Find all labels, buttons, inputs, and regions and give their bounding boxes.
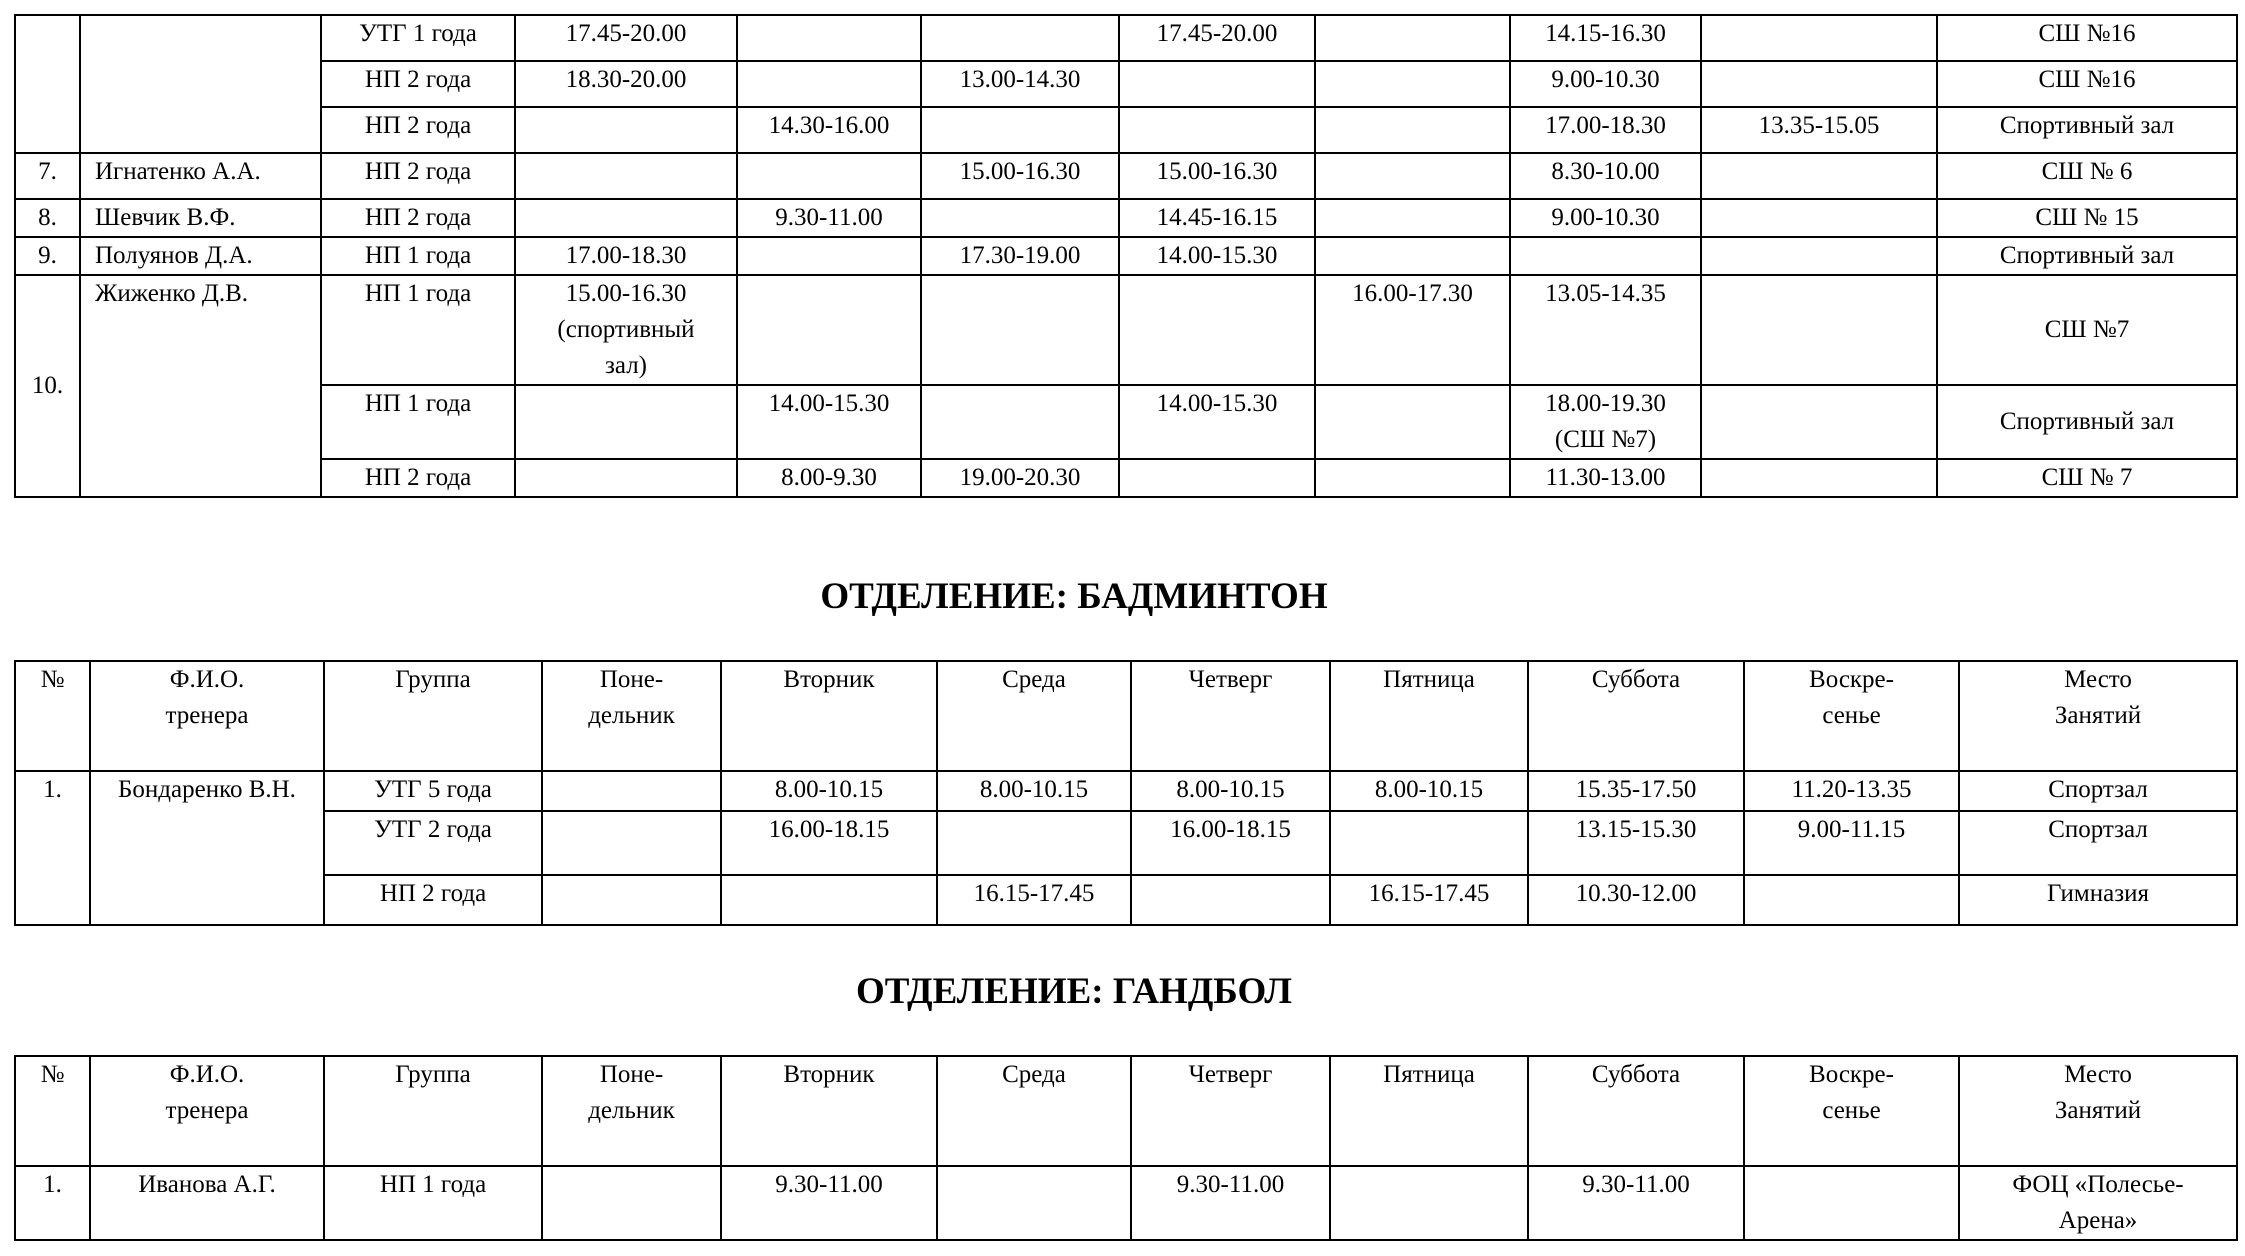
- cell-saturday: 18.00-19.30 (СШ №7): [1510, 385, 1701, 459]
- cell-monday: [515, 153, 737, 199]
- header-saturday: Суббота: [1528, 1056, 1744, 1166]
- cell-coach: Шевчик В.Ф.: [80, 199, 321, 237]
- table-row: [15, 237, 2237, 275]
- table-row: [15, 771, 2237, 811]
- cell-group: УТГ 1 года: [321, 15, 515, 61]
- section-title-badminton: ОТДЕЛЕНИЕ: БАДМИНТОН: [820, 576, 1328, 617]
- cell-friday: [1330, 1166, 1528, 1240]
- cell-sunday: 9.00-11.15: [1744, 811, 1959, 875]
- table-row: [15, 275, 2237, 385]
- cell-monday: 17.45-20.00: [515, 15, 737, 61]
- cell-place: Спортивный зал: [1937, 237, 2237, 275]
- cell-group: УТГ 5 года: [324, 771, 542, 811]
- cell-friday: 16.00-17.30: [1315, 275, 1510, 385]
- cell-place: СШ №16: [1937, 15, 2237, 61]
- schedule-table-continued: [14, 14, 2238, 498]
- cell-friday: [1315, 61, 1510, 107]
- cell-tuesday: 8.00-9.30: [737, 459, 921, 497]
- header-monday: Поне- дельник: [542, 661, 721, 771]
- cell-coach: Иванова А.Г.: [90, 1166, 324, 1240]
- cell-place: Спортзал: [1959, 771, 2237, 811]
- section-title-handball: ОТДЕЛЕНИЕ: ГАНДБОЛ: [855, 971, 1292, 1012]
- cell-sunday: 11.20-13.35: [1744, 771, 1959, 811]
- cell-wednesday: [937, 1166, 1131, 1240]
- cell-sunday: [1701, 459, 1937, 497]
- cell-saturday: 9.00-10.30: [1510, 61, 1701, 107]
- cell-wednesday: 15.00-16.30: [921, 153, 1119, 199]
- cell-wednesday: [921, 199, 1119, 237]
- cell-friday: 8.00-10.15: [1330, 771, 1528, 811]
- header-friday: Пятница: [1330, 661, 1528, 771]
- table-header-row: [15, 1056, 2237, 1166]
- table-header-row: [15, 661, 2237, 771]
- header-friday: Пятница: [1330, 1056, 1528, 1166]
- cell-wednesday: [921, 275, 1119, 385]
- cell-group: НП 2 года: [321, 61, 515, 107]
- header-monday: Поне- дельник: [542, 1056, 721, 1166]
- table-row: [15, 459, 2237, 497]
- cell-tuesday: [737, 61, 921, 107]
- cell-group: НП 1 года: [324, 1166, 542, 1240]
- header-thursday: Четверг: [1131, 1056, 1330, 1166]
- cell-group: НП 2 года: [321, 459, 515, 497]
- cell-monday: [515, 199, 737, 237]
- cell-tuesday: [737, 15, 921, 61]
- cell-wednesday: 17.30-19.00: [921, 237, 1119, 275]
- cell-thursday: 8.00-10.15: [1131, 771, 1330, 811]
- cell-monday: 15.00-16.30 (спортивный зал): [515, 275, 737, 385]
- cell-group: НП 1 года: [321, 237, 515, 275]
- cell-tuesday: [737, 237, 921, 275]
- cell-tuesday: 16.00-18.15: [721, 811, 937, 875]
- cell-thursday: 15.00-16.30: [1119, 153, 1315, 199]
- cell-friday: [1315, 237, 1510, 275]
- cell-tuesday: 9.30-11.00: [737, 199, 921, 237]
- cell-thursday: 17.45-20.00: [1119, 15, 1315, 61]
- cell-monday: [542, 811, 721, 875]
- cell-place: СШ №16: [1937, 61, 2237, 107]
- cell-saturday: 9.30-11.00: [1528, 1166, 1744, 1240]
- cell-friday: [1315, 385, 1510, 459]
- table-row: [15, 385, 2237, 459]
- cell-monday: [542, 1166, 721, 1240]
- cell-monday: 18.30-20.00: [515, 61, 737, 107]
- cell-friday: [1315, 459, 1510, 497]
- cell-group: НП 1 года: [321, 275, 515, 385]
- table-row: [15, 199, 2237, 237]
- cell-number: 9.: [15, 237, 80, 275]
- schedule-table-handball: [14, 1055, 2238, 1241]
- cell-tuesday: [721, 875, 937, 925]
- cell-group: УТГ 2 года: [324, 811, 542, 875]
- header-sunday: Воскре- сенье: [1744, 661, 1959, 771]
- cell-number: 8.: [15, 199, 80, 237]
- cell-group: НП 2 года: [321, 153, 515, 199]
- cell-sunday: 13.35-15.05: [1701, 107, 1937, 153]
- cell-sunday: [1701, 237, 1937, 275]
- cell-wednesday: 13.00-14.30: [921, 61, 1119, 107]
- cell-saturday: 9.00-10.30: [1510, 199, 1701, 237]
- cell-wednesday: [937, 811, 1131, 875]
- cell-thursday: [1119, 61, 1315, 107]
- cell-thursday: [1131, 875, 1330, 925]
- cell-number: 1.: [15, 771, 90, 925]
- cell-number: 7.: [15, 153, 80, 199]
- cell-place: ФОЦ «Полесье- Арена»: [1959, 1166, 2237, 1240]
- cell-group: НП 1 года: [321, 385, 515, 459]
- cell-number: 10.: [15, 275, 80, 497]
- cell-sunday: [1701, 153, 1937, 199]
- table-row: [15, 875, 2237, 925]
- header-tuesday: Вторник: [721, 661, 937, 771]
- header-coach: Ф.И.О. тренера: [90, 1056, 324, 1166]
- header-thursday: Четверг: [1131, 661, 1330, 771]
- cell-sunday: [1701, 61, 1937, 107]
- cell-saturday: 14.15-16.30: [1510, 15, 1701, 61]
- cell-thursday: 14.00-15.30: [1119, 237, 1315, 275]
- cell-wednesday: 16.15-17.45: [937, 875, 1131, 925]
- cell-sunday: [1744, 875, 1959, 925]
- cell-friday: [1315, 15, 1510, 61]
- table-row: [15, 1166, 2237, 1240]
- header-group: Группа: [324, 661, 542, 771]
- cell-monday: [542, 875, 721, 925]
- cell-tuesday: 14.00-15.30: [737, 385, 921, 459]
- cell-wednesday: 8.00-10.15: [937, 771, 1131, 811]
- cell-saturday: 8.30-10.00: [1510, 153, 1701, 199]
- cell-thursday: 14.45-16.15: [1119, 199, 1315, 237]
- cell-coach: Бондаренко В.Н.: [90, 771, 324, 925]
- cell-group: НП 2 года: [321, 107, 515, 153]
- cell-wednesday: [921, 385, 1119, 459]
- header-group: Группа: [324, 1056, 542, 1166]
- cell-tuesday: 8.00-10.15: [721, 771, 937, 811]
- cell-thursday: [1119, 459, 1315, 497]
- cell-tuesday: [737, 153, 921, 199]
- cell-tuesday: 9.30-11.00: [721, 1166, 937, 1240]
- cell-number: [15, 15, 80, 153]
- header-number: №: [15, 1056, 90, 1166]
- cell-coach: Полуянов Д.А.: [80, 237, 321, 275]
- cell-saturday: 13.15-15.30: [1528, 811, 1744, 875]
- cell-tuesday: [737, 275, 921, 385]
- header-wednesday: Среда: [937, 661, 1131, 771]
- cell-monday: [515, 107, 737, 153]
- cell-thursday: 9.30-11.00: [1131, 1166, 1330, 1240]
- cell-saturday: 15.35-17.50: [1528, 771, 1744, 811]
- cell-coach: [80, 15, 321, 153]
- cell-place: СШ № 6: [1937, 153, 2237, 199]
- cell-place: СШ №7: [1937, 275, 2237, 385]
- cell-number: 1.: [15, 1166, 90, 1240]
- cell-place: Спортзал: [1959, 811, 2237, 875]
- cell-friday: [1315, 107, 1510, 153]
- cell-saturday: 17.00-18.30: [1510, 107, 1701, 153]
- header-coach: Ф.И.О. тренера: [90, 661, 324, 771]
- header-sunday: Воскре- сенье: [1744, 1056, 1959, 1166]
- cell-wednesday: [921, 107, 1119, 153]
- cell-thursday: [1119, 275, 1315, 385]
- cell-monday: [515, 385, 737, 459]
- table-row: [15, 15, 2237, 61]
- table-row: [15, 107, 2237, 153]
- cell-thursday: 16.00-18.15: [1131, 811, 1330, 875]
- cell-friday: [1315, 199, 1510, 237]
- cell-group: НП 2 года: [321, 199, 515, 237]
- cell-monday: 17.00-18.30: [515, 237, 737, 275]
- cell-sunday: [1701, 385, 1937, 459]
- header-place: Место Занятий: [1959, 1056, 2237, 1166]
- cell-tuesday: 14.30-16.00: [737, 107, 921, 153]
- cell-thursday: 14.00-15.30: [1119, 385, 1315, 459]
- cell-place: Спортивный зал: [1937, 107, 2237, 153]
- cell-coach: Игнатенко А.А.: [80, 153, 321, 199]
- header-wednesday: Среда: [937, 1056, 1131, 1166]
- cell-saturday: 11.30-13.00: [1510, 459, 1701, 497]
- cell-place: СШ № 7: [1937, 459, 2237, 497]
- cell-sunday: [1744, 1166, 1959, 1240]
- cell-wednesday: 19.00-20.30: [921, 459, 1119, 497]
- cell-monday: [515, 459, 737, 497]
- cell-group: НП 2 года: [324, 875, 542, 925]
- cell-place: СШ № 15: [1937, 199, 2237, 237]
- cell-place: Спортивный зал: [1937, 385, 2237, 459]
- cell-coach: Жиженко Д.В.: [80, 275, 321, 497]
- header-saturday: Суббота: [1528, 661, 1744, 771]
- cell-sunday: [1701, 15, 1937, 61]
- cell-sunday: [1701, 199, 1937, 237]
- header-tuesday: Вторник: [721, 1056, 937, 1166]
- header-place: Место Занятий: [1959, 661, 2237, 771]
- table-row: [15, 153, 2237, 199]
- cell-sunday: [1701, 275, 1937, 385]
- header-number: №: [15, 661, 90, 771]
- table-row: [15, 811, 2237, 875]
- cell-saturday: [1510, 237, 1701, 275]
- cell-monday: [542, 771, 721, 811]
- schedule-table-badminton: [14, 660, 2238, 926]
- cell-saturday: 13.05-14.35: [1510, 275, 1701, 385]
- cell-place: Гимназия: [1959, 875, 2237, 925]
- table-row: [15, 61, 2237, 107]
- cell-friday: [1315, 153, 1510, 199]
- cell-friday: 16.15-17.45: [1330, 875, 1528, 925]
- cell-friday: [1330, 811, 1528, 875]
- cell-thursday: [1119, 107, 1315, 153]
- cell-wednesday: [921, 15, 1119, 61]
- cell-saturday: 10.30-12.00: [1528, 875, 1744, 925]
